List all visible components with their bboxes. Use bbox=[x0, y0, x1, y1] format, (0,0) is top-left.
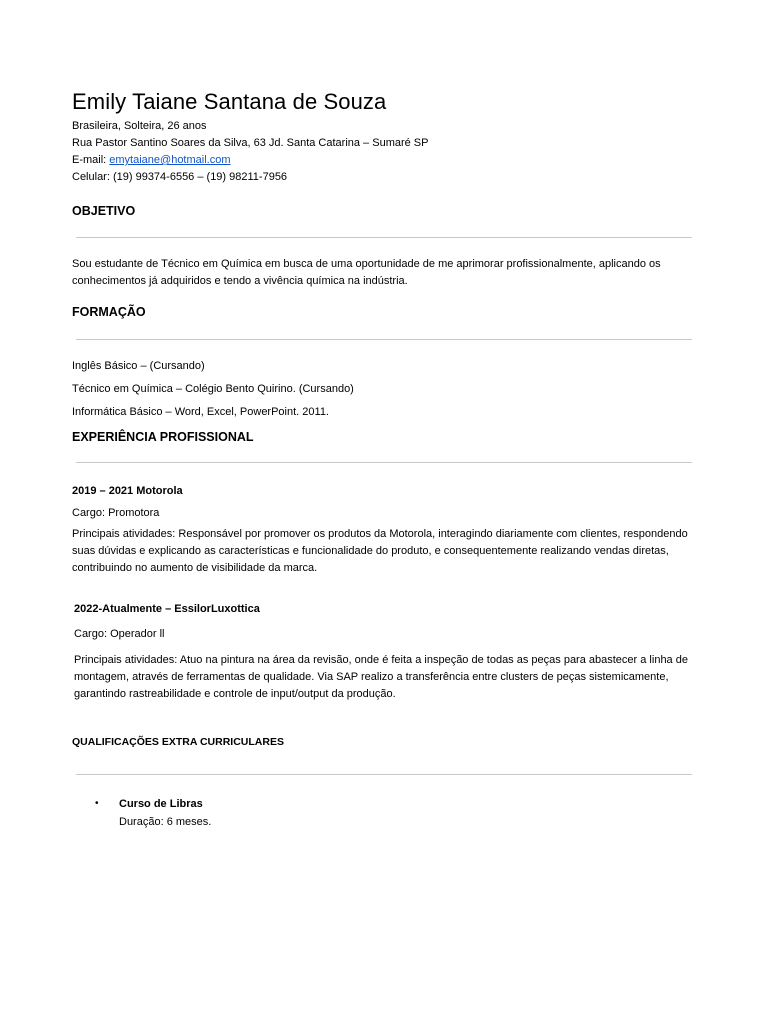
formacao-item: Informática Básico – Word, Excel, PowerPoint. 2011. bbox=[72, 406, 329, 418]
job-role: Cargo: Operador ll bbox=[74, 628, 165, 640]
job-description: Principais atividades: Atuo na pintura na área da revisão, onde é feita a inspeção de todas as peças para abastecer a linha de montagem, através de ferramentas de qualidade. Via SAP realizo a transferência entre clusters de peças sistemicamente, garantindo rastreabilidade e controle de input/output da produção. bbox=[74, 654, 688, 700]
objetivo-text: Sou estudante de Técnico em Química em busca de uma oportunidade de me aprimorar profissionalmente, aplicando os conhecimentos já adquiridos e tendo a vivência química na indústria. bbox=[72, 258, 661, 287]
job-role: Cargo: Promotora bbox=[72, 507, 160, 519]
divider bbox=[76, 339, 692, 340]
divider bbox=[76, 237, 692, 238]
divider bbox=[76, 462, 692, 463]
job-heading: 2022-Atualmente – EssilorLuxottica bbox=[74, 603, 260, 615]
job-description: Principais atividades: Responsável por promover os produtos da Motorola, interagindo diariamente com clientes, respondendo suas dúvidas e explicando as características e funcionalidade do produto, e consequentemente realizando vendas diretas, contribuindo no aumento de visibilidade da marca. bbox=[72, 528, 688, 574]
section-title-objetivo: OBJETIVO bbox=[72, 204, 136, 218]
email-label: E-mail: bbox=[72, 154, 110, 166]
bullet-icon: • bbox=[95, 798, 99, 809]
section-title-experiencia: EXPERIÊNCIA PROFISSIONAL bbox=[72, 430, 254, 444]
formacao-item: Técnico em Química – Colégio Bento Quirino. (Cursando) bbox=[72, 383, 354, 395]
section-title-formacao: FORMAÇÃO bbox=[72, 305, 146, 319]
email-line bbox=[72, 152, 231, 169]
address: Rua Pastor Santino Soares da Silva, 63 Jd. Santa Catarina – Sumaré SP bbox=[72, 137, 429, 149]
phone: Celular: (19) 99374-6556 – (19) 98211-7956 bbox=[72, 171, 288, 183]
section-title-qualificacoes: QUALIFICAÇÕES EXTRA CURRICULARES bbox=[72, 736, 284, 748]
course-name: Curso de Libras bbox=[119, 798, 203, 810]
job-heading: 2019 – 2021 Motorola bbox=[72, 485, 183, 497]
course-duration: Duração: 6 meses. bbox=[119, 816, 212, 828]
email-link[interactable]: emytaiane@hotmail.com bbox=[109, 154, 231, 166]
formacao-item: Inglês Básico – (Cursando) bbox=[72, 360, 205, 372]
personal-info: Brasileira, Solteira, 26 anos bbox=[72, 120, 207, 132]
divider bbox=[76, 774, 692, 775]
candidate-name: Emily Taiane Santana de Souza bbox=[72, 89, 387, 114]
